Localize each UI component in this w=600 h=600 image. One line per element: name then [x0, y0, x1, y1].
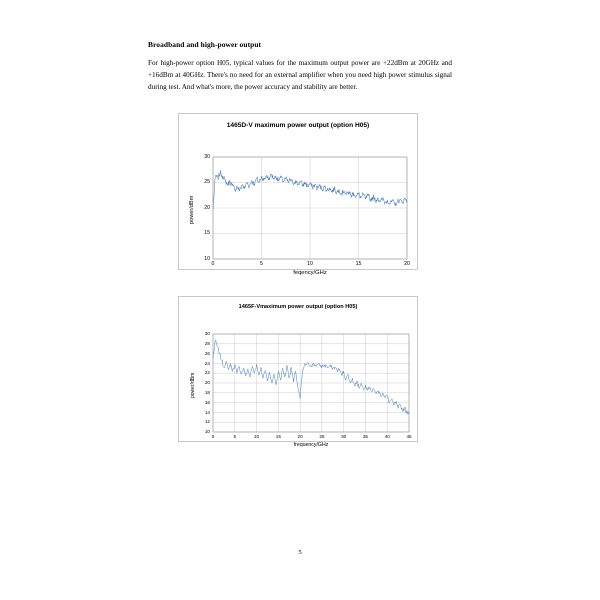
- x-tick-label: 15: [275, 434, 281, 439]
- chart-1-xlabel: feqency/GHz: [293, 270, 327, 276]
- x-tick-label: 5: [260, 261, 263, 267]
- y-tick-label: 20: [204, 380, 210, 386]
- y-tick-label: 22: [204, 370, 210, 376]
- y-tick-label: 15: [204, 230, 210, 237]
- chart-2-title: 1465F-Vmaximum power output (option H05): [238, 304, 358, 310]
- chart-2-ylabel: power/dBm: [190, 372, 196, 398]
- y-tick-label: 12: [204, 419, 210, 425]
- figure-1465F-V: [178, 296, 418, 448]
- figure-1465D-V: [178, 113, 418, 276]
- y-tick-label: 26: [204, 350, 210, 356]
- x-tick-label: 5: [233, 434, 237, 439]
- chart-1-title: 1465D-V maximum power output (option H05): [226, 122, 370, 129]
- y-tick-label: 10: [204, 429, 210, 435]
- x-tick-label: 10: [253, 434, 260, 439]
- chart-1-plot-area: [179, 129, 417, 284]
- chart-2-xlabel: frequency/GHz: [293, 442, 329, 448]
- x-tick-label: 0: [211, 261, 215, 267]
- x-tick-label: 30: [341, 434, 347, 439]
- y-tick-label: 30: [204, 153, 210, 160]
- chart-1-ylabel: power/dBm: [189, 195, 195, 224]
- x-tick-label: 20: [404, 261, 410, 267]
- chart-2-svg: [179, 326, 419, 448]
- y-tick-label: 16: [204, 399, 210, 405]
- section-heading: Broadband and high-power output: [148, 40, 262, 49]
- x-tick-label: 45: [406, 434, 412, 439]
- y-tick-label: 30: [204, 331, 210, 337]
- y-tick-label: 24: [204, 360, 210, 366]
- x-tick-label: 10: [307, 261, 313, 267]
- x-tick-label: 15: [355, 261, 362, 267]
- y-tick-label: 14: [204, 409, 210, 415]
- x-tick-label: 40: [384, 434, 390, 439]
- x-tick-label: 35: [362, 434, 368, 439]
- y-tick-label: 25: [204, 179, 210, 186]
- y-tick-label: 20: [204, 204, 210, 211]
- chart-2-plot-area: [179, 310, 417, 454]
- x-tick-label: 25: [319, 434, 325, 439]
- body-paragraph: For high-power option H05, typical values for the maximum output power are +22dBm at 20GHz and +16dBm at 40GHz. There's no need for an external amplifier when you need high power stimulus signal during test. And what's more, the power accuracy and stability are better.: [148, 59, 452, 92]
- document-content: [148, 40, 452, 94]
- y-tick-label: 28: [204, 340, 210, 346]
- x-tick-label: 20: [297, 434, 303, 439]
- x-tick-label: 0: [211, 434, 215, 439]
- chart-1-svg: [179, 147, 419, 277]
- page-number: 5: [298, 549, 302, 556]
- y-tick-label: 18: [204, 389, 210, 395]
- y-tick-label: 10: [204, 255, 210, 262]
